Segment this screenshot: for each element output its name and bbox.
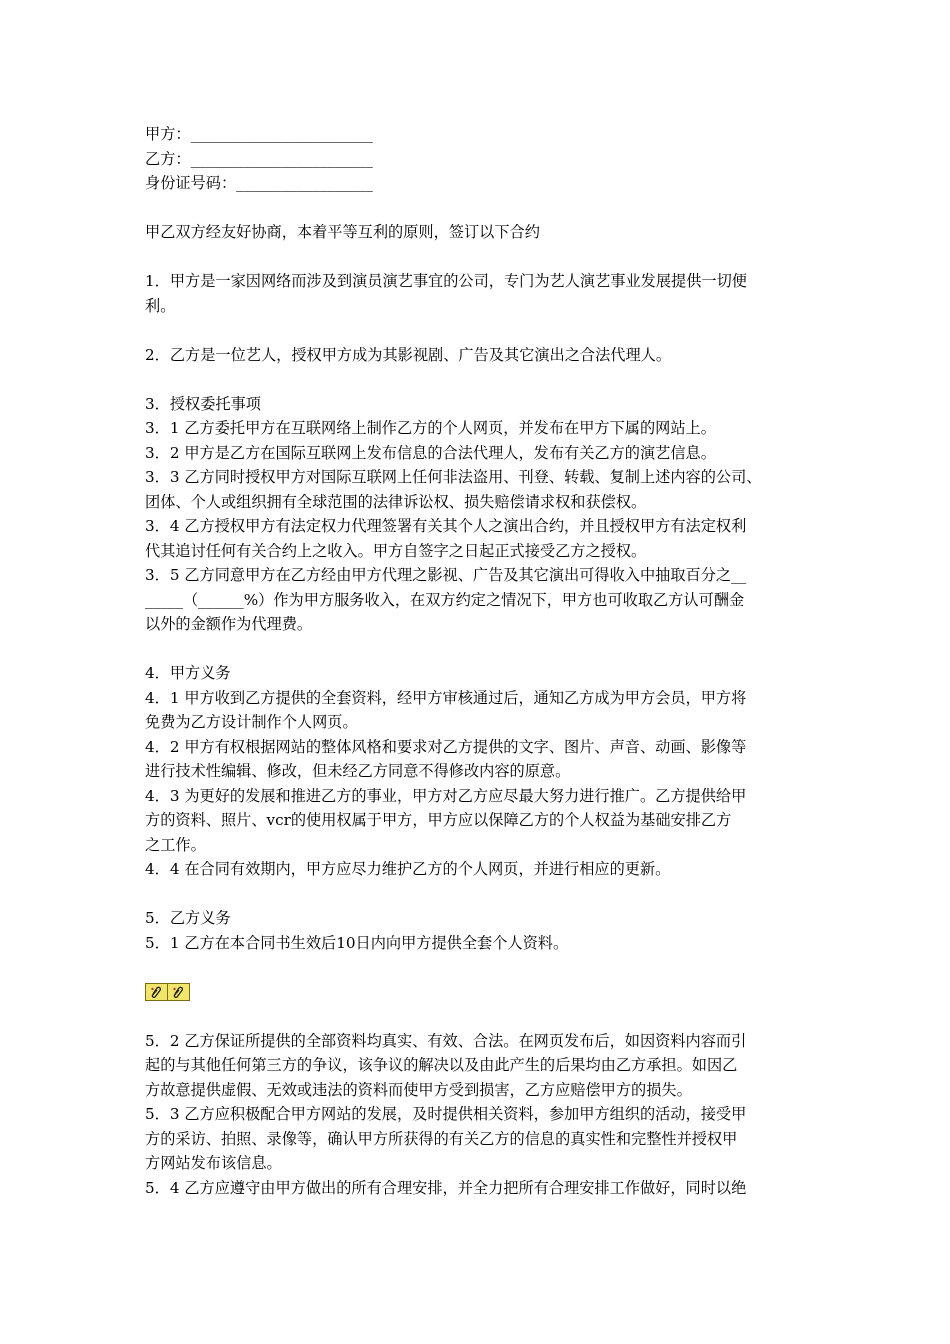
clause-5-line: 5．3 乙方应积极配合甲方网站的发展，及时提供相关资料，参加甲方组织的活动，接受甲 — [145, 1105, 747, 1123]
intro-paragraph: 甲乙双方经友好协商，本着平等互利的原则，签订以下合约 — [145, 223, 540, 241]
spacer — [145, 318, 815, 343]
clause-5-line: 5．1 乙方在本合同书生效后10日内向甲方提供全套个人资料。 — [145, 933, 569, 952]
spacer — [145, 1004, 815, 1029]
clause-3-line: 3．4 乙方授权甲方有法定权力代理签署有关其个人之演出合约，并且授权甲方有法定权利 — [145, 517, 747, 535]
clause-3-line: 代其追讨任何有关合约上之收入。甲方自签字之日起正式接受乙方之授权。 — [145, 541, 647, 560]
clause-4-line: 方的资料、照片、vcr的使用权属于甲方，甲方应以保障乙方的个人权益为基础安排乙方 — [145, 811, 732, 829]
clause-4-line: 4．2 甲方有权根据网站的整体风格和要求对乙方提供的文字、图片、声音、动画、影像等 — [145, 737, 747, 756]
clause-3-line: 3．5 乙方同意甲方在乙方经由甲方代理之影视、广告及其它演出可得收入中抽取百分之__ — [145, 566, 747, 584]
clause-4-title: 4．甲方义务 — [145, 664, 231, 682]
clause-5-line: 5．4 乙方应遵守由甲方做出的所有合理安排，并全力把所有合理安排工作做好，同时以绝 — [145, 1178, 747, 1197]
party-b-field: 乙方：________________________ — [145, 149, 373, 168]
spacer — [145, 955, 815, 980]
clause-3-line: 3．1 乙方委托甲方在互联网络上制作乙方的个人网页，并发布在甲方下属的网站上。 — [145, 419, 716, 437]
clause-5-line: 方网站发布该信息。 — [145, 1154, 282, 1172]
attachment-icon[interactable] — [146, 984, 168, 1000]
clause-3-line: 以外的金额作为代理费。 — [145, 615, 313, 633]
clause-3-line: _____（______%）作为甲方服务收入，在双方约定之情况下，甲方也可收取乙方认可酬金 — [145, 590, 745, 609]
attachment-icon[interactable] — [168, 984, 189, 1000]
clause-4-line: 免费为乙方设计制作个人网页。 — [145, 713, 358, 731]
embedded-object-box[interactable] — [145, 983, 190, 1001]
clause-3-line: 3．2 甲方是乙方在国际互联网上发布信息的合法代理人，发布有关乙方的演艺信息。 — [145, 443, 716, 462]
clause-1-line: 利。 — [145, 296, 176, 315]
clause-3-title: 3．授权委托事项 — [145, 394, 261, 413]
clause-5-title: 5．乙方义务 — [145, 909, 231, 927]
clause-3-line: 团体、个人或组织拥有全球范围的法律诉讼权、损失赔偿请求权和获偿权。 — [145, 492, 647, 511]
clause-4-line: 4．1 甲方收到乙方提供的全套资料，经甲方审核通过后，通知乙方成为甲方会员，甲方将 — [145, 688, 747, 707]
clause-4-line: 4．3 为更好的发展和推进乙方的事业，甲方对乙方应尽最大努力进行推广。乙方提供给甲 — [145, 786, 747, 805]
clause-4-line: 进行技术性编辑、修改，但未经乙方同意不得修改内容的原意。 — [145, 762, 571, 780]
contract-document — [145, 122, 815, 1200]
spacer — [145, 245, 815, 270]
clause-4-line: 之工作。 — [145, 835, 206, 854]
clause-5-line: 起的与其他任何第三方的争议，该争议的解决以及由此产生的后果均由乙方承担。如因乙 — [145, 1056, 738, 1074]
clause-5-line: 方故意提供虚假、无效或违法的资料而使甲方受到损害，乙方应赔偿甲方的损失。 — [145, 1080, 692, 1099]
clause-3-line: 3．3 乙方同时授权甲方对国际互联网上任何非法盗用、刊登、转载、复制上述内容的公司、 — [145, 468, 762, 486]
clause-4-line: 4．4 在合同有效期内，甲方应尽力维护乙方的个人网页，并进行相应的更新。 — [145, 860, 671, 878]
spacer — [145, 637, 815, 662]
spacer — [145, 196, 815, 221]
id-number-field: 身份证号码：__________________ — [145, 174, 373, 192]
spacer — [145, 882, 815, 907]
spacer — [145, 367, 815, 392]
clause-5-line: 5．2 乙方保证所提供的全部资料均真实、有效、合法。在网页发布后，如因资料内容而引 — [145, 1031, 747, 1050]
clause-1-line: 1．甲方是一家因网络而涉及到演员演艺事宜的公司，专门为艺人演艺事业发展提供一切便 — [145, 272, 747, 290]
embedded-object-bar — [145, 980, 815, 1005]
party-a-field: 甲方：________________________ — [145, 125, 373, 143]
clause-5-line: 方的采访、拍照、录像等，确认甲方所获得的有关乙方的信息的真实性和完整性并授权甲 — [145, 1129, 738, 1148]
clause-2: 2．乙方是一位艺人，授权甲方成为其影视剧、广告及其它演出之合法代理人。 — [145, 345, 672, 364]
